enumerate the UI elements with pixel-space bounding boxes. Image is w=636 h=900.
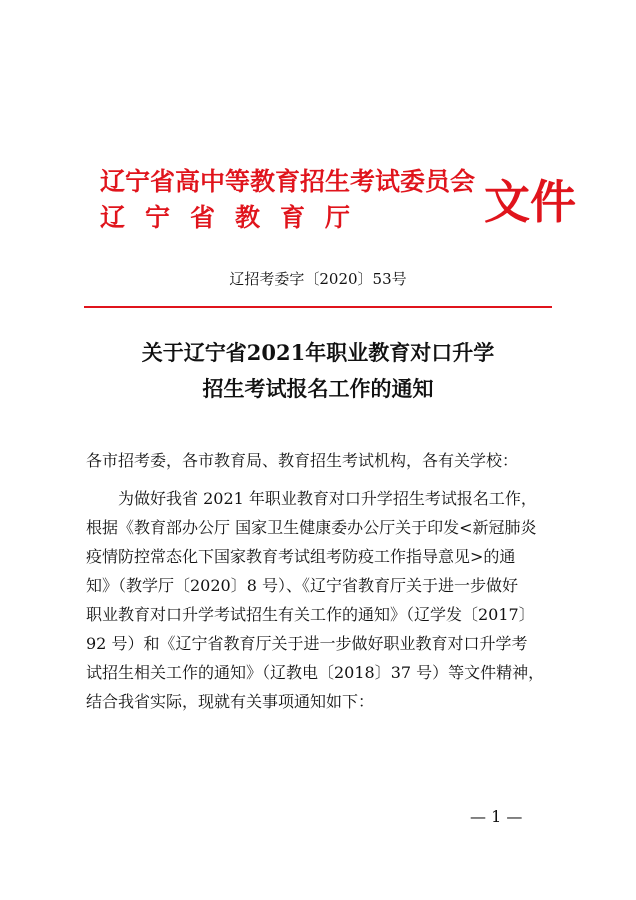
- body-line-7: 试招生相关工作的通知》（辽教电〔2018〕37 号）等文件精神，: [86, 663, 545, 682]
- document-header: [100, 166, 576, 246]
- body-line-5: 职业教育对口升学考试招生有关工作的通知》（辽学发〔2017〕: [86, 605, 535, 624]
- body-line-3: 疫情防控常态化下国家教育考试组考防疫工作指导意见>的通: [86, 547, 516, 566]
- notice-title-line-1: 关于辽宁省2021年职业教育对口升学: [141, 340, 495, 365]
- issuer-line-1: 辽宁省高中等教育招生考试委员会: [100, 167, 476, 196]
- issuer-line-2: 辽宁省教育厅: [100, 203, 371, 232]
- page-number: — 1 —: [470, 807, 523, 826]
- body-line-4: 知》（教学厅〔2020〕8 号）、《辽宁省教育厅关于进一步做好: [86, 576, 518, 595]
- body-line-1: 为做好我省 2021 年职业教育对口升学招生考试报名工作，: [118, 489, 537, 508]
- document-number: 辽招考委字〔2020〕53号: [229, 270, 407, 288]
- salutation: 各市招考委，各市教育局、教育招生考试机构，各有关学校：: [86, 451, 519, 470]
- document-type-label: 文件: [484, 175, 576, 229]
- header-divider: [84, 306, 552, 308]
- notice-title-line-2: 招生考试报名工作的通知: [202, 376, 434, 401]
- body-line-6: 92 号）和《辽宁省教育厅关于进一步做好职业教育对口升学考: [86, 634, 528, 653]
- body-line-8: 结合我省实际，现就有关事项通知如下：: [86, 692, 375, 711]
- body-line-2: 根据《教育部办公厅 国家卫生健康委办公厅关于印发<新冠肺炎: [86, 518, 537, 537]
